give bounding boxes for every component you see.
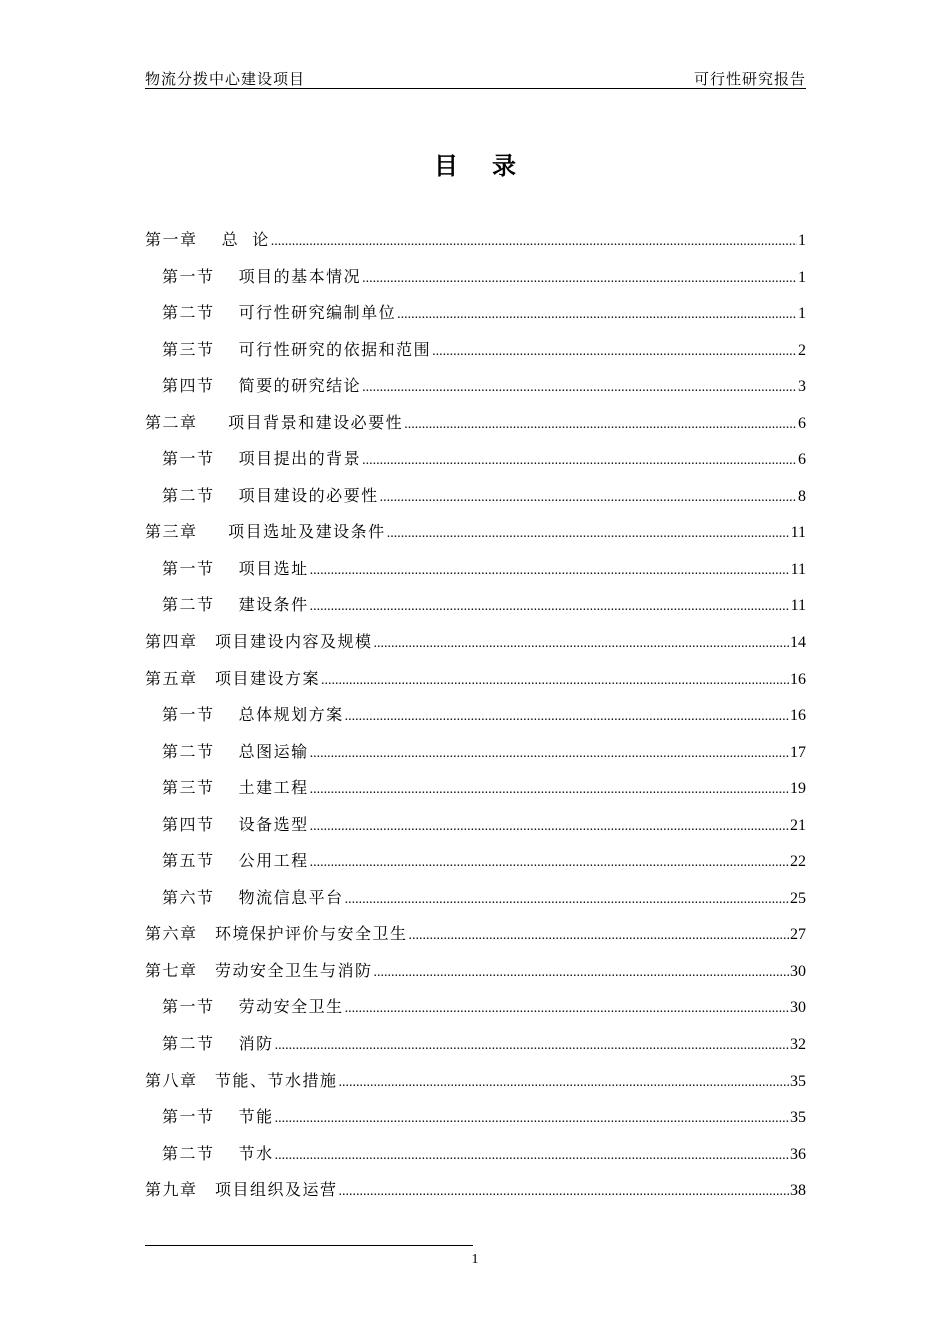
toc-dot-leader — [374, 626, 789, 662]
toc-entry-page: 16 — [790, 707, 806, 725]
toc-dot-leader — [310, 809, 789, 845]
toc-entry-label: 第六节 物流信息平台 — [162, 887, 344, 907]
toc-entry-page: 3 — [798, 378, 806, 396]
toc-entry-page: 38 — [790, 1182, 806, 1200]
toc-dot-leader — [387, 516, 790, 552]
toc-entry-page: 1 — [798, 305, 806, 323]
toc-entry-label: 第四节 设备选型 — [162, 814, 309, 834]
toc-chapter-entry[interactable] — [145, 916, 806, 953]
toc-chapter-entry[interactable] — [145, 1172, 806, 1209]
toc-chapter-entry[interactable] — [145, 222, 806, 259]
toc-dot-leader — [380, 480, 797, 516]
toc-section-entry[interactable] — [145, 551, 806, 588]
toc-dot-leader — [397, 297, 797, 333]
toc-entry-page: 6 — [798, 414, 806, 432]
toc-dot-leader — [345, 882, 789, 918]
toc-dot-leader — [310, 772, 789, 808]
toc-entry-page: 11 — [790, 597, 806, 615]
toc-dot-leader — [310, 736, 789, 772]
toc-dot-leader — [362, 370, 797, 406]
toc-section-entry[interactable] — [145, 697, 806, 734]
toc-entry-label: 第八章 节能、节水措施 — [145, 1070, 338, 1090]
toc-entry-page: 21 — [790, 816, 806, 834]
toc-entry-label: 第二节 建设条件 — [162, 595, 309, 615]
toc-entry-page: 30 — [790, 999, 806, 1017]
toc-dot-leader — [362, 443, 797, 479]
toc-entry-label: 第七章 劳动安全卫生与消防 — [145, 960, 373, 980]
toc-entry-label: 第六章 环境保护评价与安全卫生 — [145, 924, 408, 944]
toc-chapter-entry[interactable] — [145, 405, 806, 442]
toc-entry-page: 16 — [790, 670, 806, 688]
toc-entry-label: 第二节 可行性研究编制单位 — [162, 303, 397, 323]
toc-entry-label: 第一节 项目的基本情况 — [162, 266, 362, 286]
toc-dot-leader — [310, 845, 789, 881]
toc-entry-page: 30 — [790, 962, 806, 980]
toc-entry-page: 19 — [790, 780, 806, 798]
toc-chapter-entry[interactable] — [145, 1063, 806, 1100]
toc-chapter-entry[interactable] — [145, 514, 806, 551]
toc-section-entry[interactable] — [145, 1099, 806, 1136]
toc-entry-page: 11 — [790, 560, 806, 578]
toc-dot-leader — [409, 918, 789, 954]
toc-entry-page: 32 — [790, 1036, 806, 1054]
toc-entry-label: 第四节 简要的研究结论 — [162, 376, 362, 396]
toc-entry-page: 17 — [790, 743, 806, 761]
toc-chapter-entry[interactable] — [145, 661, 806, 698]
toc-entry-label: 第四章 项目建设内容及规模 — [145, 632, 373, 652]
toc-section-entry[interactable] — [145, 734, 806, 771]
toc-dot-leader — [362, 261, 797, 297]
toc-entry-label: 第一节 项目选址 — [162, 558, 309, 578]
page-number: 1 — [471, 1252, 479, 1267]
toc-entry-label: 第一节 劳动安全卫生 — [162, 997, 344, 1017]
header-project-name: 物流分拨中心建设项目 — [145, 70, 306, 88]
toc-section-entry[interactable] — [145, 368, 806, 405]
toc-section-entry[interactable] — [145, 332, 806, 369]
toc-section-entry[interactable] — [145, 1026, 806, 1063]
toc-entry-page: 2 — [798, 341, 806, 359]
toc-entry-label: 第五章 项目建设方案 — [145, 668, 321, 688]
toc-dot-leader — [275, 1138, 789, 1174]
toc-entry-label: 第一章 总 论 — [145, 230, 270, 249]
toc-section-entry[interactable] — [145, 843, 806, 880]
toc-dot-leader — [271, 224, 797, 260]
toc-entry-page: 36 — [790, 1145, 806, 1163]
toc-entry-label: 第二章 项目背景和建设必要性 — [145, 412, 404, 432]
toc-section-entry[interactable] — [145, 807, 806, 844]
toc-entry-label: 第一节 总体规划方案 — [162, 705, 344, 725]
toc-chapter-entry[interactable] — [145, 953, 806, 990]
toc-entry-page: 1 — [798, 232, 806, 249]
toc-section-entry[interactable] — [145, 295, 806, 332]
toc-entry-label: 第二节 节水 — [162, 1143, 274, 1163]
toc-entry-label: 第九章 项目组织及运营 — [145, 1180, 338, 1200]
header-report-type: 可行性研究报告 — [693, 70, 806, 88]
toc-section-entry[interactable] — [145, 441, 806, 478]
toc-entry-label: 第一节 节能 — [162, 1107, 274, 1127]
toc-entry-label: 第三章 项目选址及建设条件 — [145, 522, 386, 542]
toc-entry-page: 25 — [790, 889, 806, 907]
toc-entry-label: 第一节 项目提出的背景 — [162, 449, 362, 469]
toc-dot-leader — [345, 991, 789, 1027]
toc-dot-leader — [404, 407, 797, 443]
page-header — [145, 66, 806, 89]
toc-dot-leader — [275, 1101, 789, 1137]
toc-dot-leader — [339, 1065, 789, 1101]
toc-dot-leader — [432, 334, 797, 370]
toc-section-entry[interactable] — [145, 770, 806, 807]
toc-chapter-entry[interactable] — [145, 624, 806, 661]
toc-entry-page: 27 — [790, 926, 806, 944]
toc-section-entry[interactable] — [145, 259, 806, 296]
toc-entry-label: 第三节 土建工程 — [162, 778, 309, 798]
toc-entry-page: 14 — [790, 634, 806, 652]
toc-dot-leader — [310, 553, 790, 589]
toc-section-entry[interactable] — [145, 587, 806, 624]
toc-dot-leader — [345, 699, 789, 735]
toc-dot-leader — [321, 663, 789, 699]
toc-entry-page: 22 — [790, 853, 806, 871]
toc-section-entry[interactable] — [145, 880, 806, 917]
toc-entry-page: 35 — [790, 1109, 806, 1127]
toc-entry-label: 第三节 可行性研究的依据和范围 — [162, 339, 432, 359]
toc-entry-page: 11 — [790, 524, 806, 542]
toc-dot-leader — [374, 955, 789, 991]
toc-entry-page: 1 — [798, 268, 806, 286]
toc-dot-leader — [310, 589, 790, 625]
toc-entry-label: 第二节 总图运输 — [162, 741, 309, 761]
toc-section-entry[interactable] — [145, 1136, 806, 1173]
footnote-divider — [145, 1245, 473, 1246]
toc-section-entry[interactable] — [145, 989, 806, 1026]
toc-entry-page: 8 — [798, 487, 806, 505]
toc-dot-leader — [275, 1028, 789, 1064]
toc-entry-label: 第五节 公用工程 — [162, 851, 309, 871]
toc-section-entry[interactable] — [145, 478, 806, 515]
toc-title: 目录 — [434, 151, 550, 180]
toc-entry-label: 第二节 项目建设的必要性 — [162, 485, 379, 505]
table-of-contents — [145, 222, 806, 1209]
toc-dot-leader — [339, 1174, 789, 1210]
toc-entry-page: 6 — [798, 451, 806, 469]
toc-entry-label: 第二节 消防 — [162, 1034, 274, 1054]
toc-entry-page: 35 — [790, 1072, 806, 1090]
